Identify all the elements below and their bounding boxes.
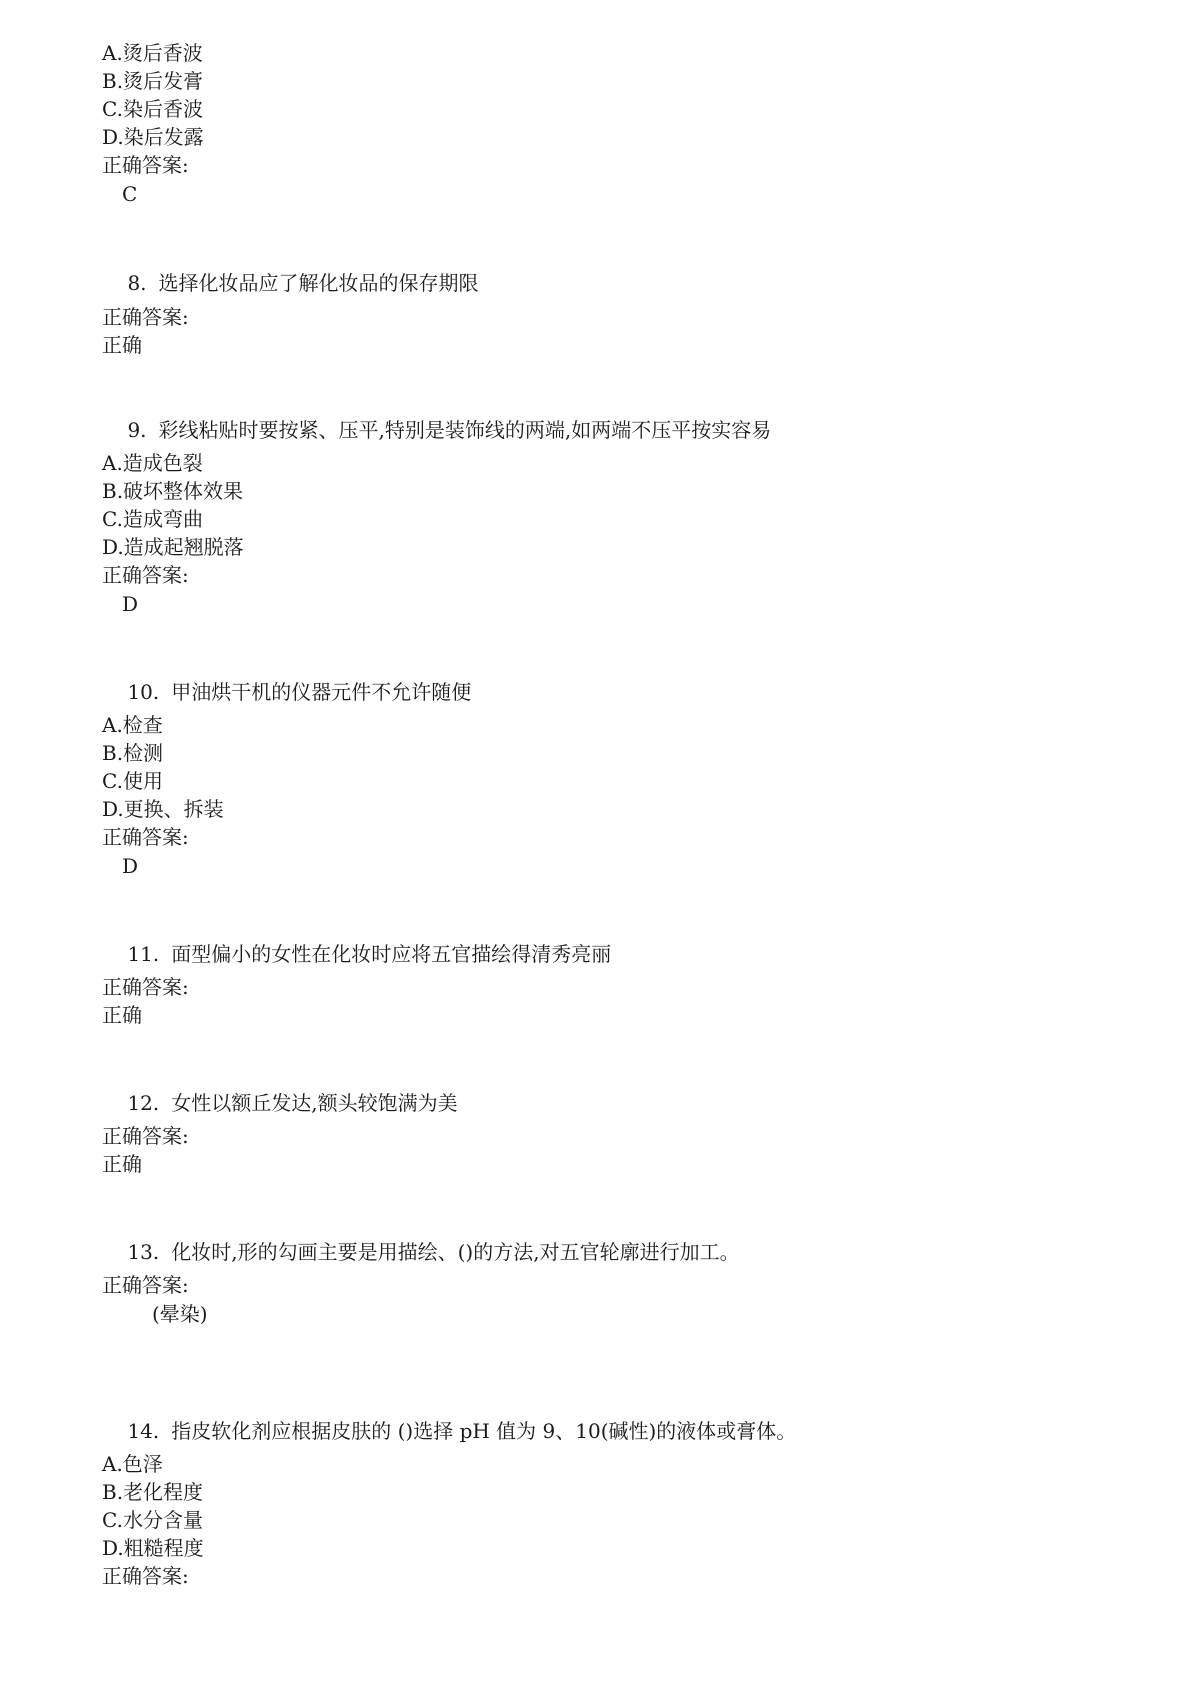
answer-value: (晕染) — [152, 1302, 208, 1326]
question-11 — [102, 912, 612, 966]
option-b: B.烫后发膏 — [102, 69, 204, 93]
option-c: C.造成弯曲 — [102, 507, 203, 531]
option-d: D.造成起翘脱落 — [102, 535, 244, 559]
option-c: C.使用 — [102, 769, 163, 793]
question-text: 指皮软化剂应根据皮肤的 ()选择 pH 值为 9、10(碱性)的液体或膏体。 — [171, 1419, 797, 1443]
answer-value: 正确 — [102, 1003, 142, 1027]
question-text: 甲油烘干机的仪器元件不允许随便 — [171, 680, 472, 704]
question-12 — [102, 1061, 458, 1115]
option-a: A.色泽 — [102, 1452, 163, 1476]
option-a: A.检查 — [102, 713, 163, 737]
question-number: 8. — [127, 271, 147, 295]
question-8 — [102, 241, 479, 295]
question-number: 9. — [127, 418, 147, 442]
option-c: C.染后香波 — [102, 97, 203, 121]
answer-value: D — [122, 592, 139, 616]
answer-label: 正确答案: — [102, 1564, 189, 1588]
question-text: 面型偏小的女性在化妆时应将五官描绘得清秀亮丽 — [171, 942, 612, 966]
question-number: 13. — [127, 1240, 160, 1264]
option-a: A.造成色裂 — [102, 451, 203, 475]
question-number: 12. — [127, 1091, 160, 1115]
option-c: C.水分含量 — [102, 1508, 203, 1532]
option-a: A.烫后香波 — [102, 41, 203, 65]
option-b: B.破坏整体效果 — [102, 479, 244, 503]
option-b: B.老化程度 — [102, 1480, 204, 1504]
answer-value: C — [122, 182, 138, 206]
question-10 — [102, 650, 472, 704]
option-d: D.更换、拆装 — [102, 797, 224, 821]
answer-value: 正确 — [102, 1152, 142, 1176]
answer-label: 正确答案: — [102, 825, 189, 849]
answer-label: 正确答案: — [102, 153, 189, 177]
answer-label: 正确答案: — [102, 305, 189, 329]
question-13 — [102, 1210, 740, 1264]
answer-value: D — [122, 854, 139, 878]
question-text: 化妆时,形的勾画主要是用描绘、()的方法,对五官轮廓进行加工。 — [171, 1240, 740, 1264]
question-text: 选择化妆品应了解化妆品的保存期限 — [158, 271, 479, 295]
answer-label: 正确答案: — [102, 975, 189, 999]
question-text: 彩线粘贴时要按紧、压平,特别是装饰线的两端,如两端不压平按实容易 — [158, 418, 772, 442]
question-number: 10. — [127, 680, 160, 704]
question-9 — [102, 388, 772, 442]
question-number: 11. — [127, 942, 160, 966]
answer-label: 正确答案: — [102, 563, 189, 587]
option-d: D.染后发露 — [102, 125, 204, 149]
answer-label: 正确答案: — [102, 1124, 189, 1148]
question-14 — [102, 1389, 797, 1443]
answer-value: 正确 — [102, 333, 142, 357]
option-d: D.粗糙程度 — [102, 1536, 204, 1560]
answer-label: 正确答案: — [102, 1273, 189, 1297]
question-number: 14. — [127, 1419, 160, 1443]
option-b: B.检测 — [102, 741, 164, 765]
question-text: 女性以额丘发达,额头较饱满为美 — [171, 1091, 458, 1115]
